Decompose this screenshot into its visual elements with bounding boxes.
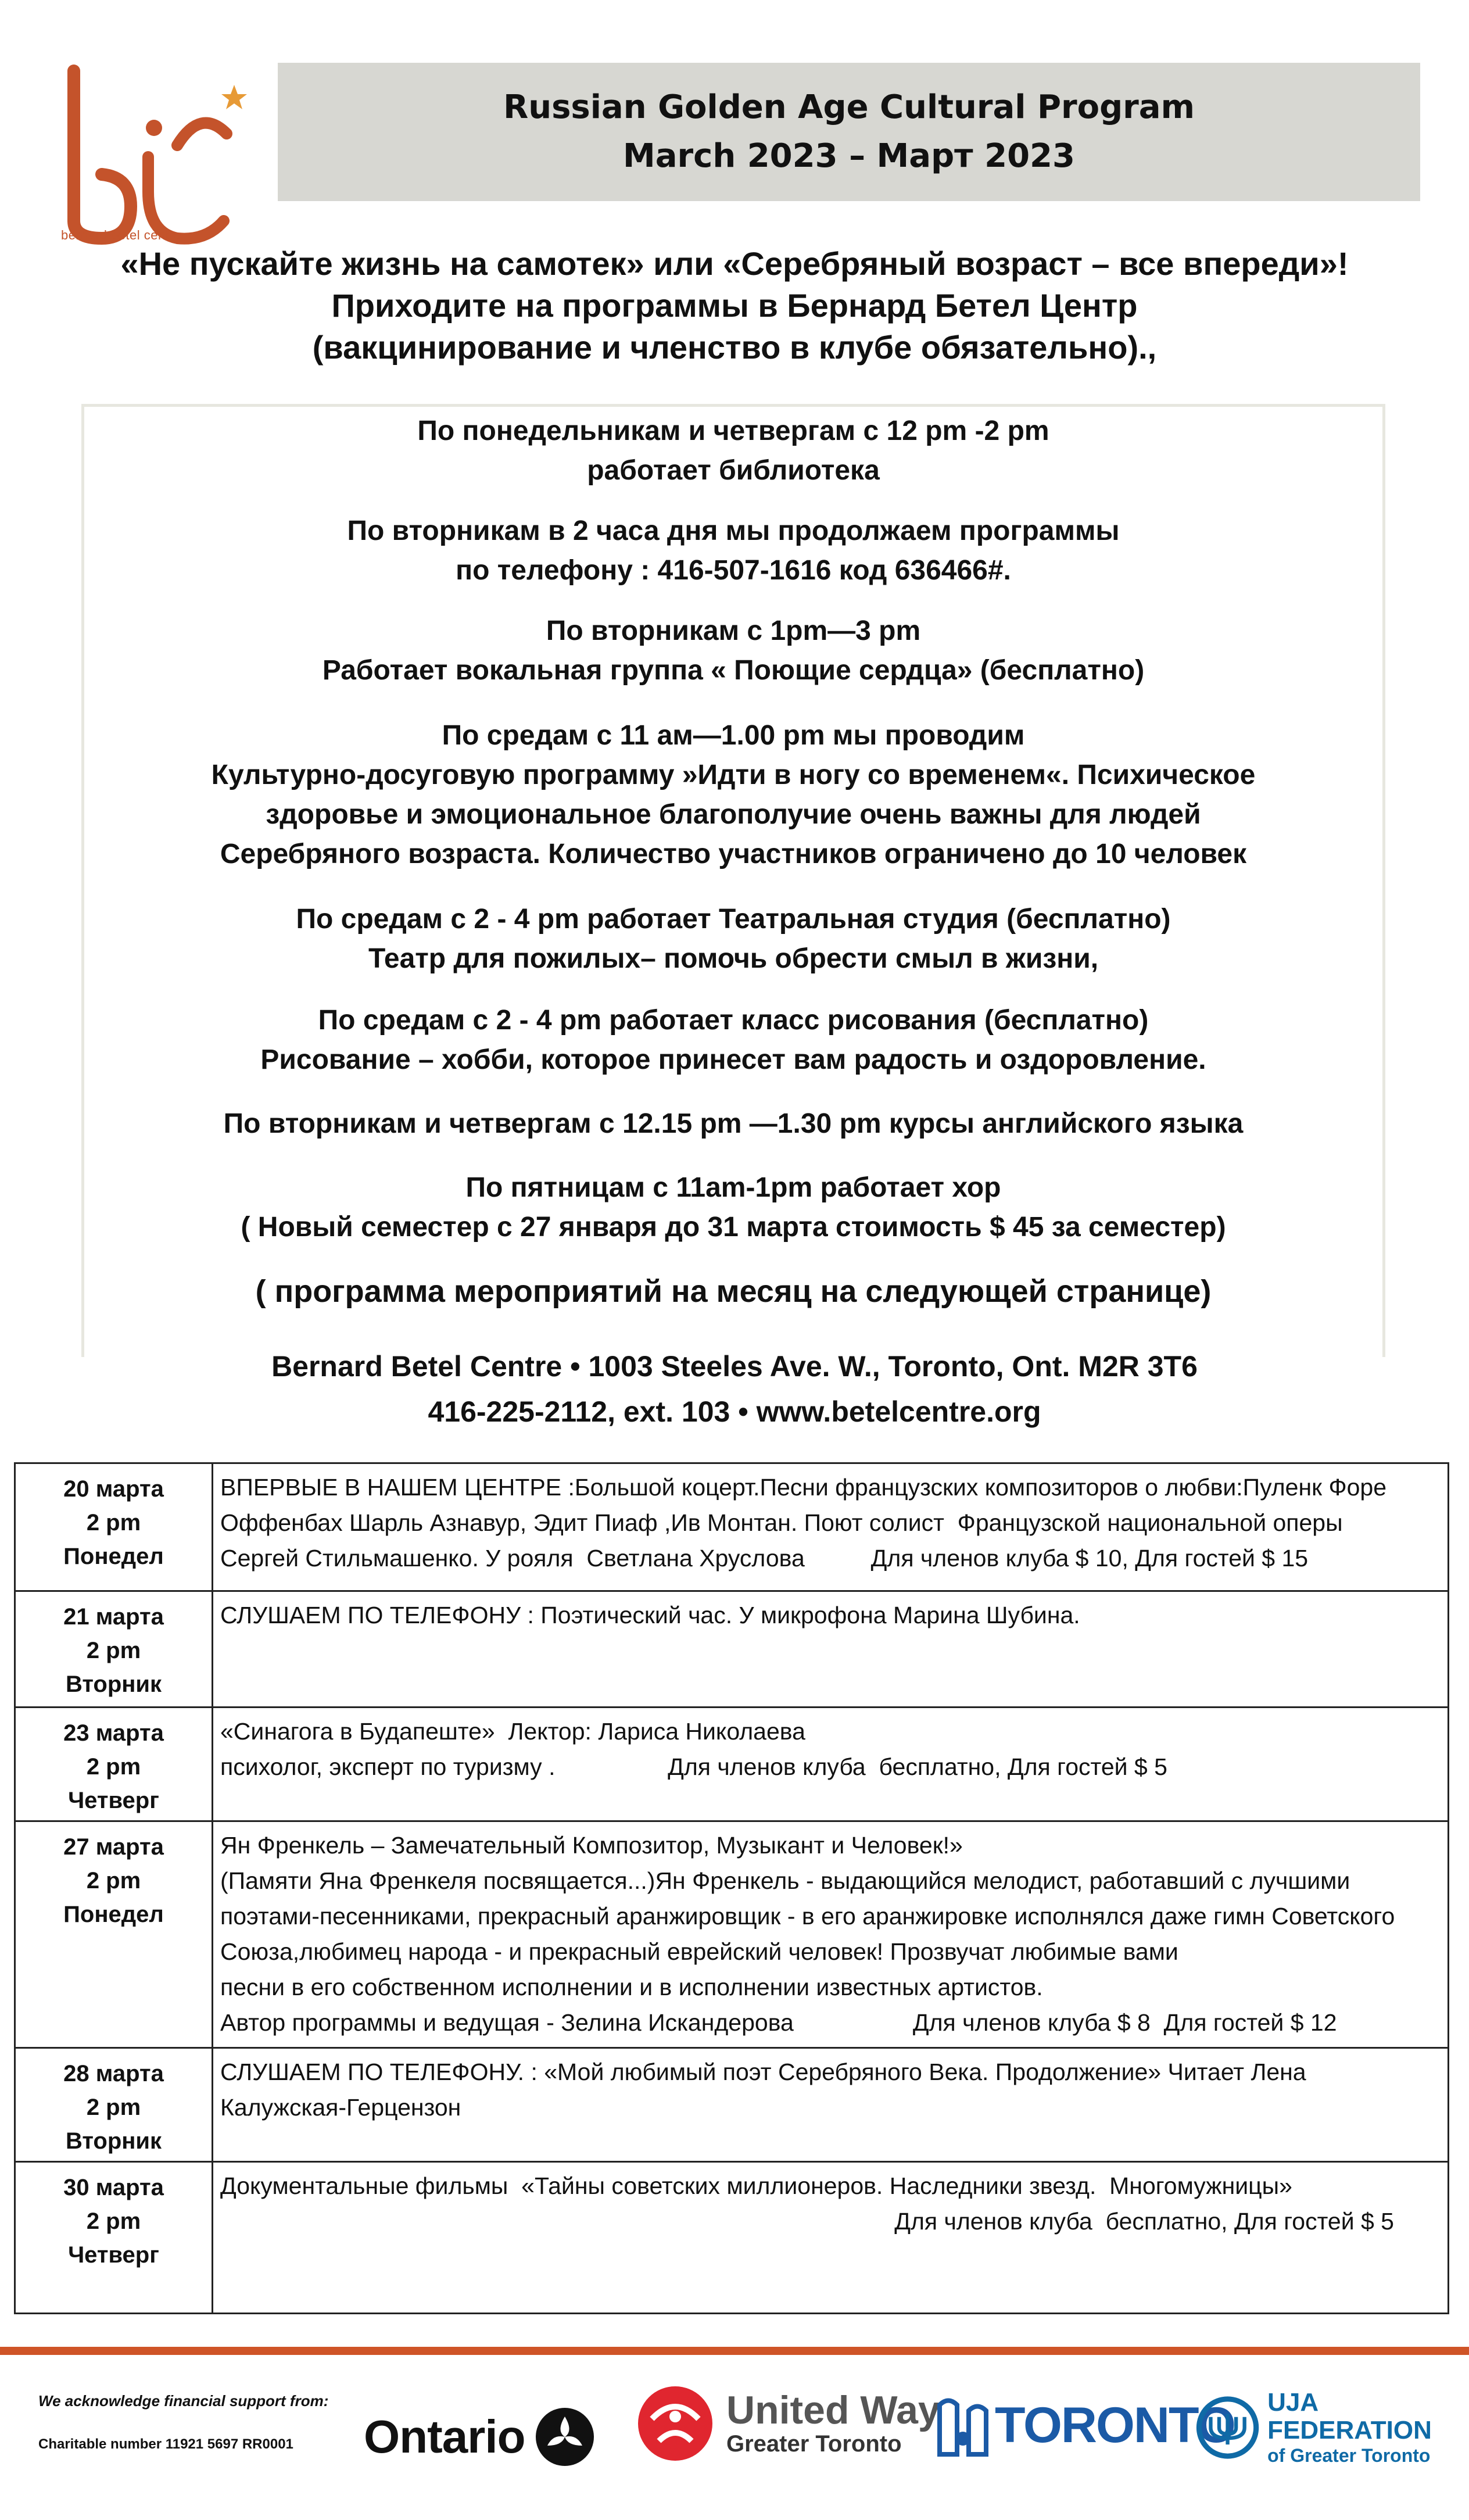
table-row: [16, 1708, 1447, 1822]
schedule-table: [14, 1462, 1449, 2314]
event-date: 28 марта: [63, 2061, 164, 2086]
program-line: По средам с 11 ам—1.00 pm мы проводим: [442, 720, 1025, 751]
description-line: СЛУШАЕМ ПО ТЕЛЕФОНУ : Поэтический час. У микрофона Марина Шубина.: [220, 1602, 1080, 1628]
centre-contact: 416-225-2112, ext. 103 • www.betelcentre.org: [428, 1395, 1041, 1428]
event-time: 2 pm: [86, 1754, 141, 1780]
description-cell: [220, 1828, 1441, 2041]
description-cell: [220, 1714, 1441, 1785]
centre-address: Bernard Betel Centre • 1003 Steeles Ave. W., Toronto, Ont. M2R 3T6: [271, 1350, 1198, 1383]
program-line: здоровье и эмоциональное благополучие очень важны для людей: [266, 799, 1201, 830]
event-day: Четверг: [68, 1788, 159, 1813]
program-title: Russian Golden Age Cultural Program: [503, 88, 1195, 126]
program-choir: [81, 1168, 1385, 1247]
program-line: ( программа мероприятий на месяц на следующей странице): [255, 1274, 1212, 1309]
bernard-betel-logo: [61, 64, 253, 256]
program-line: По средам с 2 - 4 pm работает класс рисования (бесплатно): [318, 1005, 1149, 1036]
program-theatre: [81, 900, 1385, 979]
charitable-number: Charitable number 11921 5697 RR0001: [38, 2436, 293, 2452]
program-line: Культурно-досуговую программу »Идти в ногу со временем«. Психическое: [211, 760, 1256, 790]
event-date: 27 марта: [63, 1834, 164, 1860]
program-line: Театр для пожилых– помочь обрести смыл в жизни,: [368, 943, 1099, 974]
description-line: поэтами-песенниками, прекрасный аранжировщик - в его аранжировке исполнялся даже гимн Советского: [220, 1903, 1395, 1930]
acknowledgement: We acknowledge financial support from:: [38, 2392, 329, 2410]
table-row: [16, 1464, 1447, 1592]
slogan-line: (вакцинирование и членство в клубе обязательно).,: [312, 329, 1157, 366]
logo-caption: bernard betel centre: [61, 228, 181, 242]
description-line: песни в его собственном исполнении и в исполнении известных артистов.: [220, 1974, 1043, 2000]
date-cell: [16, 2163, 213, 2313]
description-line: Ян Френкель – Замечательный Композитор, Музыкант и Человек!»: [220, 1832, 963, 1859]
event-day: Понедел: [63, 1902, 164, 1927]
uja-logo: [1196, 2389, 1469, 2467]
event-time: 2 pm: [86, 2095, 141, 2120]
description-cell: [220, 2054, 1441, 2125]
toronto-logo: [937, 2393, 1235, 2457]
toronto-wordmark: TORONTO: [995, 2397, 1235, 2453]
event-time: 2 pm: [86, 2208, 141, 2234]
description-line: Оффенбах Шарль Азнавур, Эдит Пиаф ,Ив Монтан. Поют солист Французской национальной оперы: [220, 1509, 1343, 1536]
program-line: работает библиотека: [587, 455, 880, 486]
united-way-icon: [635, 2383, 716, 2464]
description-line: СЛУШАЕМ ПО ТЕЛЕФОНУ. : «Мой любимый поэт Серебряного Века. Продолжение» Читает Лена: [220, 2059, 1306, 2085]
date-cell: [16, 1708, 213, 1820]
table-row: [16, 2163, 1447, 2313]
date-cell: [16, 1464, 213, 1590]
table-row: [16, 1592, 1447, 1708]
program-line: По средам с 2 - 4 pm работает Театральная студия (бесплатно): [296, 904, 1171, 935]
date-cell: [16, 1592, 213, 1706]
united-way-logo: [635, 2383, 940, 2464]
event-day: Понедел: [63, 1544, 164, 1569]
description-line: психолог, эксперт по туризму . Для членов клуба бесплатно, Для гостей $ 5: [220, 1753, 1167, 1780]
slogan-line: Приходите на программы в Бернард Бетел Центр: [331, 287, 1138, 324]
event-time: 2 pm: [86, 1638, 141, 1663]
ontario-wordmark: Ontario: [364, 2411, 525, 2462]
uja-title: UJA FEDERATION: [1267, 2388, 1432, 2444]
program-line: Серебряного возраста. Количество участников ограничено до 10 человек: [220, 839, 1247, 869]
menorah-icon: [1196, 2393, 1259, 2462]
program-line: по телефону : 416-507-1616 код 636466#.: [456, 555, 1011, 586]
event-day: Четверг: [68, 2242, 159, 2268]
united-way-title: United Way: [726, 2388, 940, 2432]
program-english: [81, 1104, 1385, 1144]
event-date: 20 марта: [63, 1476, 164, 1502]
event-day: Вторник: [65, 1671, 162, 1697]
program-line: ( Новый семестер с 27 января до 31 марта стоимость $ 45 за семестер): [241, 1212, 1226, 1243]
title-banner: [278, 63, 1420, 201]
description-line: Сергей Стильмашенко. У рояля Светлана Хруслова Для членов клуба $ 10, Для гостей $ 15: [220, 1545, 1309, 1572]
description-line: Документальные фильмы «Тайны советских миллионеров. Наследники звезд. Многомужницы»: [220, 2172, 1292, 2199]
ontario-logo: [364, 2405, 597, 2469]
date-cell: [16, 1822, 213, 2047]
program-month: March 2023 – Март 2023: [623, 137, 1075, 175]
description-cell: [220, 1598, 1441, 1633]
event-time: 2 pm: [86, 1510, 141, 1535]
program-line: По вторникам с 1pm—3 pm: [546, 615, 921, 646]
program-vocal: [81, 611, 1385, 690]
program-line: Рисование – хобби, которое принесет вам радость и оздоровление.: [260, 1044, 1206, 1075]
united-way-subtitle: Greater Toronto: [726, 2431, 902, 2457]
table-row: [16, 1822, 1447, 2049]
slogan: [0, 243, 1469, 368]
uja-subtitle: of Greater Toronto: [1267, 2445, 1431, 2466]
event-date: 23 марта: [63, 1720, 164, 1746]
description-cell: [220, 1470, 1441, 1576]
price-line: Для членов клуба бесплатно, Для гостей $ 5: [894, 2208, 1394, 2235]
description-line: Союза,любимец народа - и прекрасный еврейский человек! Прозвучат любимые вами: [220, 1938, 1178, 1965]
city-hall-icon: [937, 2393, 989, 2457]
program-line: По вторникам в 2 часа дня мы продолжаем программы: [347, 516, 1120, 546]
description-line: Калужская-Герцензон: [220, 2094, 461, 2121]
event-date: 21 марта: [63, 1604, 164, 1630]
event-time: 2 pm: [86, 1868, 141, 1893]
description-line: ВПЕРВЫЕ В НАШЕМ ЦЕНТРЕ :Большой коцерт.Песни французских композиторов о любви:Пуленк Форе: [220, 1474, 1387, 1501]
program-line: По вторникам и четвергам с 12.15 pm —1.30 pm курсы английского языка: [223, 1108, 1244, 1139]
program-drawing: [81, 1001, 1385, 1080]
program-line: Работает вокальная группа « Поющие сердца» (бесплатно): [322, 655, 1145, 686]
footer-divider: [0, 2347, 1469, 2355]
program-line: По пятницам с 11am-1pm работает хор: [465, 1172, 1001, 1203]
description-line: Автор программы и ведущая - Зелина Искандерова Для членов клуба $ 8 Для гостей $ 12: [220, 2009, 1337, 2036]
slogan-line: «Не пускайте жизнь на самотек» или «Серебряный возраст – все впереди»!: [120, 245, 1349, 282]
description-line: «Синагога в Будапеште» Лектор: Лариса Николаева: [220, 1718, 805, 1745]
program-phone: [81, 511, 1385, 590]
program-line: По понедельникам и четвергам с 12 pm -2 pm: [417, 416, 1049, 446]
description-line: (Памяти Яна Френкеля посвящается...)Ян Френкель - выдающийся мелодист, работавший с лучшими: [220, 1867, 1350, 1894]
table-row: [16, 2049, 1447, 2163]
program-next-page: [81, 1272, 1385, 1311]
date-cell: [16, 2049, 213, 2161]
event-date: 30 марта: [63, 2175, 164, 2200]
description-cell: [220, 2168, 1441, 2239]
program-leisure: [81, 716, 1385, 874]
program-library: [81, 411, 1385, 491]
trillium-icon: [533, 2405, 597, 2469]
event-day: Вторник: [65, 2128, 162, 2154]
